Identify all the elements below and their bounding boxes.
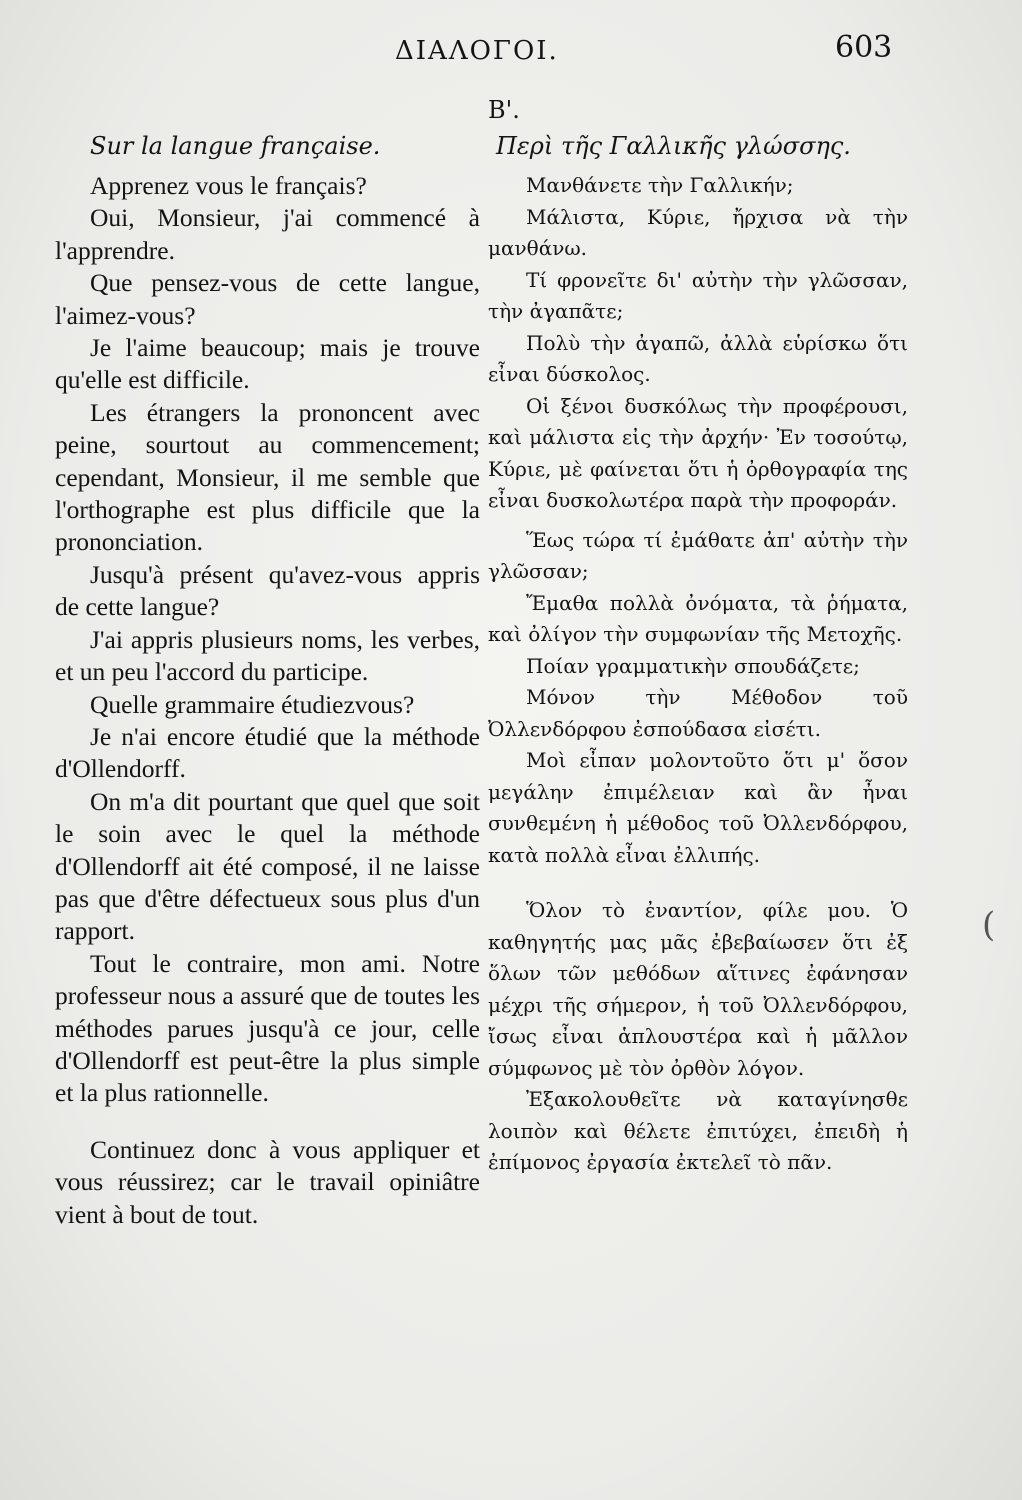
french-paragraph: Je l'aime beaucoup; mais je trouve qu'elle est difficile. [55, 333, 480, 395]
paragraph-gap [488, 517, 908, 525]
french-paragraph: Jusqu'à présent qu'avez-vous appris de cette langue? [55, 559, 480, 622]
greek-paragraph: Πολὺ τὴν ἀγαπῶ, ἀλλὰ εὑρίσκω ὅτι εἶναι δύσκολος. [488, 330, 908, 386]
greek-paragraph: Μοὶ εἶπαν μολοντοῦτο ὅτι μ' ὅσον μεγάλην ἐπιμέλειαν καὶ ἂν ἦναι συνθεμένη ἡ μέθοδος τοῦ Ὀλλενδόρφου, κατὰ πολλὰ εἶναι ἐλλιπής. [488, 748, 908, 867]
french-paragraph: Oui, Monsieur, j'ai commencé à l'apprendre. [55, 203, 480, 265]
greek-paragraph: Μάλιστα, Κύριε, ἤρχισα νὰ τὴν μανθάνω. [488, 204, 908, 260]
greek-paragraph: Ἕως τώρα τί ἐμάθατε ἀπ' αὐτὴν τὴν γλῶσσαν; [488, 527, 908, 583]
greek-column [488, 130, 908, 1179]
french-paragraph: Les étrangers la prononcent avec peine, sourtout au commencement; cependant, Monsieur, il me semble que l'orthographe est plus difficile que la prononciation. [55, 397, 480, 557]
running-head-title: ΔΙΑΛΟΓΟΙ. [395, 36, 559, 66]
french-column [55, 130, 480, 1231]
french-paragraph: J'ai appris plusieurs noms, les verbes, et un peu l'accord du participe. [55, 624, 480, 687]
greek-paragraph: Μόνον τὴν Μέθοδον τοῦ Ὀλλενδόρφου ἐσπούδασα εἰσέτι. [488, 685, 908, 741]
greek-paragraph: Οἱ ξένοι δυσκόλως τὴν προφέρουσι, καὶ μάλιστα εἰς τὴν ἀρχήν· Ἐν τοσούτῳ, Κύριε, μὲ φαίνεται ὅτι ἡ ὀρθογραφία της εἶναι δυσκολωτέρα παρὰ τὴν προφοράν. [488, 393, 908, 512]
greek-column-title: Περὶ τῆς Γαλλικῆς γλώσσης. [496, 132, 851, 160]
french-paragraph: Quelle grammaire étudiezvous? [90, 689, 415, 719]
greek-paragraph: Ὅλον τὸ ἐναντίον, φίλε μου. Ὁ καθηγητής μας μᾶς ἐβεβαίωσεν ὅτι ἐξ ὅλων τῶν μεθόδων αἵτινες ἐφάνησαν μέχρι τῆς σήμερον, ἡ τοῦ Ὀλλενδόρφου, ἴσως εἶναι ἁπλουστέρα καὶ ἡ μᾶλλον σύμφωνος μὲ τὸν ὀρθὸν λόγον. [488, 898, 908, 1080]
french-paragraph: Apprenez vous le français? [90, 171, 367, 200]
french-paragraph: Que pensez-vous de cette langue, l'aimez-vous? [55, 268, 480, 330]
greek-paragraph: Τί φρονεῖτε δι' αὐτὴν τὴν γλῶσσαν, τὴν ἀγαπᾶτε; [488, 267, 908, 323]
french-paragraph: Continuez donc à vous appliquer et vous réussirez; car le travail opiniâtre vient à bout de tout. [55, 1134, 480, 1229]
french-paragraph: Tout le contraire, mon ami. Notre professeur nous a assuré que de toutes les méthodes parues jusqu'à ce jour, celle d'Ollendorff est peut-être la plus simple et la plus rationnelle. [55, 948, 480, 1108]
greek-paragraph: Ἐξακολουθεῖτε νὰ καταγίνησθε λοιπὸν καὶ θέλετε ἐπιτύχει, ἐπειδὴ ἡ ἐπίμονος ἐργασία ἐκτελεῖ τὸ πᾶν. [488, 1087, 908, 1174]
greek-paragraph: Ποίαν γραμματικὴν σπουδάζετε; [526, 653, 860, 678]
running-head [0, 30, 1022, 70]
margin-mark: ( [982, 905, 996, 945]
paragraph-gap [55, 1110, 480, 1134]
french-paragraph: Je n'ai encore étudié que la méthode d'Ollendorff. [55, 721, 480, 784]
french-column-title: Sur la langue française. [90, 132, 381, 160]
greek-paragraph: Μανθάνετε τὴν Γαλλικήν; [526, 173, 794, 197]
paragraph-gap [488, 871, 908, 895]
french-paragraph: On m'a dit pourtant que quel que soit le soin avec le quel la méthode d'Ollendorff ait été composé, il ne laisse pas que d'être défectueux sous plus d'un rapport. [55, 786, 480, 946]
page-number: 603 [835, 30, 893, 65]
greek-paragraph: Ἔμαθα πολλὰ ὀνόματα, τὰ ῥήματα, καὶ ὀλίγον τὴν συμφωνίαν τῆς Μετοχῆς. [488, 590, 908, 646]
section-mark: B'. [488, 96, 520, 124]
